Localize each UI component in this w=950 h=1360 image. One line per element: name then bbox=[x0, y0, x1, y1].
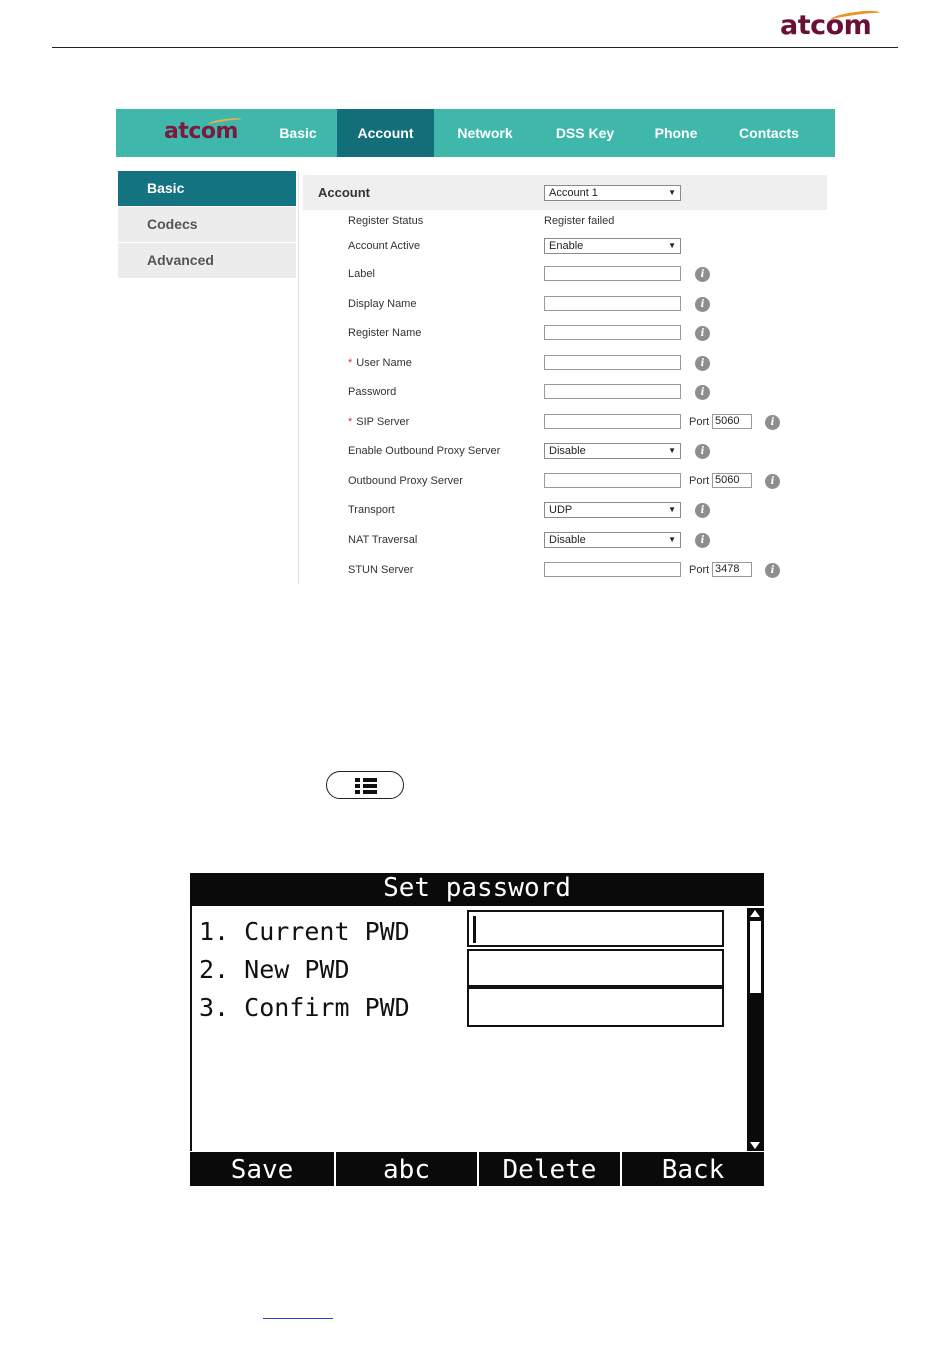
lcd-border bbox=[190, 906, 192, 1151]
softkey-back[interactable]: Back bbox=[661, 1155, 725, 1185]
sidebar-item-codecs[interactable]: Codecs bbox=[118, 207, 296, 242]
required-mark: * bbox=[348, 357, 353, 369]
doc-link-underline[interactable] bbox=[263, 1318, 333, 1319]
register-name-input[interactable] bbox=[544, 325, 681, 340]
scroll-up-icon bbox=[750, 910, 760, 917]
nav-logo: atcom bbox=[164, 119, 238, 144]
sidebar bbox=[118, 171, 299, 584]
dropdown-arrow-icon: ▼ bbox=[668, 241, 676, 250]
info-icon[interactable]: i bbox=[695, 503, 710, 518]
password-input[interactable] bbox=[544, 384, 681, 399]
confirm-pwd-input[interactable] bbox=[467, 987, 724, 1027]
display-name-input[interactable] bbox=[544, 296, 681, 311]
info-icon[interactable]: i bbox=[765, 474, 780, 489]
sip-server-label-text: SIP Server bbox=[356, 416, 410, 428]
nav-tab-phone[interactable]: Phone bbox=[654, 125, 698, 141]
nav-tab-network[interactable]: Network bbox=[457, 125, 513, 141]
info-icon[interactable]: i bbox=[695, 326, 710, 341]
softkey-delete[interactable]: Delete bbox=[479, 1152, 622, 1186]
phone-lcd-screenshot bbox=[190, 873, 764, 1186]
scroll-down-icon bbox=[750, 1142, 760, 1149]
enable-outbound-proxy-value: Disable bbox=[549, 445, 586, 457]
menu-line bbox=[363, 784, 377, 788]
menu-bullet bbox=[355, 778, 360, 782]
dropdown-arrow-icon: ▼ bbox=[668, 505, 676, 514]
info-icon[interactable]: i bbox=[695, 533, 710, 548]
nav-tab-basic[interactable]: Basic bbox=[279, 125, 317, 141]
display-name-label: Display Name bbox=[348, 298, 417, 310]
scroll-thumb[interactable] bbox=[750, 921, 761, 993]
account-settings-panel bbox=[303, 175, 827, 584]
nav-tab-contacts[interactable]: Contacts bbox=[739, 125, 799, 141]
label-field-label: Label bbox=[348, 268, 375, 280]
lcd-row-current-pwd-label: 1. Current PWD bbox=[199, 917, 410, 946]
account-select-value: Account 1 bbox=[549, 187, 598, 199]
nat-traversal-label: NAT Traversal bbox=[348, 534, 418, 546]
register-status-value: Register failed bbox=[544, 215, 615, 227]
dropdown-arrow-icon: ▼ bbox=[668, 535, 676, 544]
account-select[interactable] bbox=[544, 185, 681, 201]
sip-server-label bbox=[348, 416, 409, 428]
menu-line bbox=[363, 778, 377, 782]
account-title: Account bbox=[318, 185, 370, 200]
current-pwd-input[interactable] bbox=[467, 910, 724, 947]
menu-bullet bbox=[355, 790, 360, 794]
enable-outbound-proxy-label: Enable Outbound Proxy Server bbox=[348, 445, 501, 457]
register-status-label: Register Status bbox=[348, 215, 424, 227]
stun-server-input[interactable] bbox=[544, 562, 681, 577]
lcd-row-confirm-pwd-label: 3. Confirm PWD bbox=[199, 993, 410, 1022]
softkey-bar bbox=[190, 1152, 764, 1186]
dropdown-arrow-icon: ▼ bbox=[668, 446, 676, 455]
nav-tab-dss-key[interactable]: DSS Key bbox=[555, 125, 615, 141]
user-name-label bbox=[348, 357, 412, 369]
label-input[interactable] bbox=[544, 266, 681, 281]
text-cursor bbox=[473, 916, 476, 943]
dropdown-arrow-icon: ▼ bbox=[668, 188, 676, 197]
softkey-save[interactable]: Save bbox=[190, 1152, 336, 1186]
top-nav bbox=[116, 109, 835, 157]
nat-traversal-select[interactable] bbox=[544, 532, 681, 548]
info-icon[interactable]: i bbox=[695, 385, 710, 400]
outbound-proxy-port-input[interactable]: 5060 bbox=[712, 473, 752, 488]
transport-select[interactable] bbox=[544, 502, 681, 518]
user-name-label-text: User Name bbox=[356, 357, 412, 369]
user-name-input[interactable] bbox=[544, 355, 681, 370]
info-icon[interactable]: i bbox=[765, 415, 780, 430]
enable-outbound-proxy-select[interactable] bbox=[544, 443, 681, 459]
menu-key-icon bbox=[326, 771, 404, 799]
password-label: Password bbox=[348, 386, 397, 398]
stun-port-input[interactable]: 3478 bbox=[712, 562, 752, 577]
transport-value: UDP bbox=[549, 504, 573, 516]
nav-tab-account[interactable]: Account bbox=[337, 109, 434, 157]
info-icon[interactable]: i bbox=[695, 297, 710, 312]
stun-port-label: Port bbox=[689, 564, 710, 576]
outbound-proxy-port-label: Port bbox=[689, 475, 710, 487]
lcd-row-new-pwd-label: 2. New PWD bbox=[199, 955, 350, 984]
info-icon[interactable]: i bbox=[765, 563, 780, 578]
account-active-label: Account Active bbox=[348, 240, 421, 252]
web-config-screenshot bbox=[116, 109, 835, 584]
softkey-abc[interactable]: abc bbox=[336, 1152, 479, 1186]
required-mark: * bbox=[348, 416, 353, 428]
lcd-title: Set password bbox=[190, 873, 764, 906]
sidebar-item-basic[interactable]: Basic bbox=[118, 171, 296, 206]
info-icon[interactable]: i bbox=[695, 356, 710, 371]
outbound-proxy-server-label: Outbound Proxy Server bbox=[348, 475, 463, 487]
lcd-scrollbar[interactable] bbox=[747, 908, 764, 1151]
outbound-proxy-server-input[interactable] bbox=[544, 473, 681, 488]
sidebar-item-advanced[interactable]: Advanced bbox=[118, 243, 296, 278]
stun-server-label: STUN Server bbox=[348, 564, 414, 576]
menu-bullet bbox=[355, 784, 360, 788]
sip-server-input[interactable] bbox=[544, 414, 681, 429]
sip-port-input[interactable]: 5060 bbox=[712, 414, 752, 429]
account-header-bar bbox=[303, 175, 827, 210]
nat-traversal-value: Disable bbox=[549, 534, 586, 546]
sip-port-label: Port bbox=[689, 416, 710, 428]
register-name-label: Register Name bbox=[348, 327, 422, 339]
doc-header-logo: atcom bbox=[780, 10, 872, 41]
new-pwd-input[interactable] bbox=[467, 949, 724, 987]
transport-label: Transport bbox=[348, 504, 395, 516]
account-active-value: Enable bbox=[549, 240, 584, 252]
menu-line bbox=[363, 790, 377, 794]
info-icon[interactable]: i bbox=[695, 267, 710, 282]
account-active-select[interactable] bbox=[544, 238, 681, 254]
header-divider bbox=[52, 47, 898, 48]
info-icon[interactable]: i bbox=[695, 444, 710, 459]
